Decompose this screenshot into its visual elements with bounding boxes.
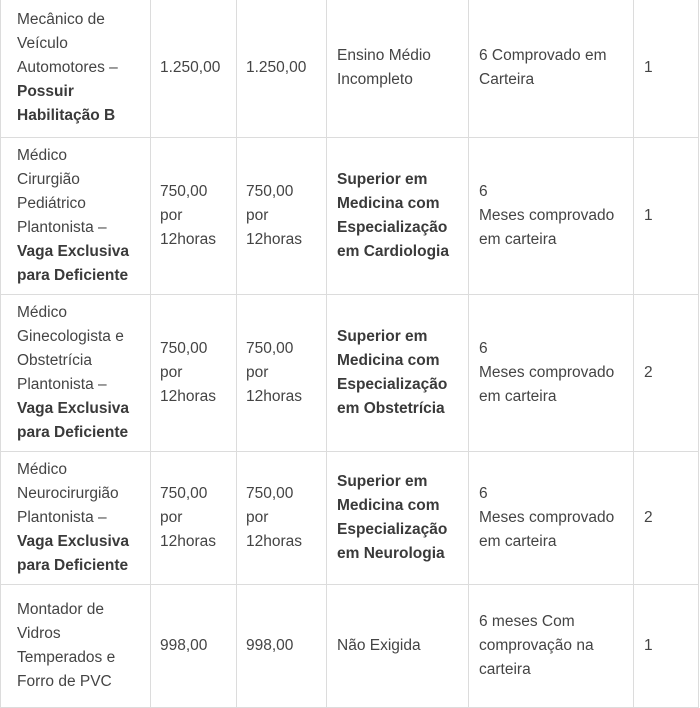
salario-cell	[151, 138, 237, 295]
valor-line: 12horas	[246, 388, 303, 405]
vagas-cell	[634, 452, 699, 585]
table-row	[1, 0, 699, 138]
escolaridade-line: em Obstetrícia	[337, 400, 445, 417]
table-row	[1, 585, 699, 708]
cargo_lines-line: Plantonista –	[17, 509, 107, 526]
salario-line: 750,00	[160, 485, 208, 502]
salario-cell	[151, 452, 237, 585]
vagas-cell	[634, 0, 699, 138]
escolaridade-cell	[327, 138, 469, 295]
escolaridade-line: Ensino Médio	[337, 47, 431, 64]
salario-cell	[151, 295, 237, 452]
salario-cell	[151, 585, 237, 708]
cargo_bold_lines-line: Vaga Exclusiva	[17, 243, 130, 260]
experiencia-line: 6 Comprovado em	[479, 47, 607, 64]
salario-cell	[151, 0, 237, 138]
salario-line: por	[160, 509, 183, 526]
escolaridade-line: em Neurologia	[337, 545, 445, 562]
escolaridade-cell	[327, 452, 469, 585]
cargo_lines-line: Forro de PVC	[17, 673, 112, 690]
salario-line: 998,00	[160, 637, 208, 654]
cargo-cell	[1, 452, 151, 585]
experiencia-line: Meses comprovado	[479, 364, 615, 381]
cargo_lines-line: Automotores –	[17, 59, 118, 76]
valor-line: 998,00	[246, 637, 294, 654]
vagas-cell	[634, 138, 699, 295]
valor-line: 1.250,00	[246, 59, 307, 76]
valor-line: 750,00	[246, 183, 294, 200]
valor-cell	[237, 138, 327, 295]
vagas-count: 2	[644, 509, 653, 526]
valor-cell	[237, 0, 327, 138]
escolaridade-cell	[327, 585, 469, 708]
cargo-cell	[1, 295, 151, 452]
salario-line: por	[160, 364, 183, 381]
cargo_lines-line: Obstetrícia	[17, 352, 92, 369]
salario-line: 12horas	[160, 388, 217, 405]
table-body	[1, 0, 699, 708]
escolaridade-line: Especialização	[337, 219, 448, 236]
experiencia-line: comprovação na	[479, 637, 594, 654]
experiencia-line: 6	[479, 340, 488, 357]
valor-cell	[237, 295, 327, 452]
cargo_lines-line: Montador de	[17, 601, 105, 618]
experiencia-line: 6	[479, 485, 488, 502]
escolaridade-line: Medicina com	[337, 497, 440, 514]
escolaridade-line: Medicina com	[337, 352, 440, 369]
cargo_bold_lines-line: Vaga Exclusiva	[17, 400, 130, 417]
cargo_lines-line: Ginecologista e	[17, 328, 124, 345]
escolaridade-line: Superior em	[337, 473, 428, 490]
experiencia-line: Meses comprovado	[479, 207, 615, 224]
cargo_lines-line: Cirurgião	[17, 171, 80, 188]
salario-line: 750,00	[160, 183, 208, 200]
experiencia-line: em carteira	[479, 231, 557, 248]
valor-line: 750,00	[246, 485, 294, 502]
vagas-count: 2	[644, 364, 653, 381]
escolaridade-line: Especialização	[337, 521, 448, 538]
experiencia-line: 6 meses Com	[479, 613, 575, 630]
experiencia-line: em carteira	[479, 533, 557, 550]
valor-line: por	[246, 509, 269, 526]
cargo_lines-line: Temperados e	[17, 649, 116, 666]
cargo_lines-line: Médico	[17, 461, 67, 478]
cargo_lines-line: Pediátrico	[17, 195, 86, 212]
cargo_bold_lines-line: Habilitação B	[17, 107, 116, 124]
cargo_lines-line: Plantonista –	[17, 376, 107, 393]
escolaridade-line: Incompleto	[337, 71, 413, 88]
cargo_bold_lines-line: para Deficiente	[17, 557, 129, 574]
cargo_lines-line: Mecânico de	[17, 11, 105, 28]
cargo-cell	[1, 138, 151, 295]
vagas-count: 1	[644, 207, 653, 224]
salario-line: 12horas	[160, 533, 217, 550]
cargo_bold_lines-line: Possuir	[17, 83, 74, 100]
cargo_lines-line: Médico	[17, 304, 67, 321]
experiencia-line: carteira	[479, 661, 531, 678]
cargo_bold_lines-line: para Deficiente	[17, 267, 129, 284]
escolaridade-line: Superior em	[337, 328, 428, 345]
cargo_lines-line: Neurocirurgião	[17, 485, 119, 502]
experiencia-cell	[469, 585, 634, 708]
cargo_lines-line: Médico	[17, 147, 67, 164]
experiencia-line: 6	[479, 183, 488, 200]
valor-line: 12horas	[246, 231, 303, 248]
vagas-count: 1	[644, 59, 653, 76]
valor-line: 750,00	[246, 340, 294, 357]
escolaridade-line: em Cardiologia	[337, 243, 449, 260]
escolaridade-line: Superior em	[337, 171, 428, 188]
experiencia-line: Meses comprovado	[479, 509, 615, 526]
escolaridade-line: Medicina com	[337, 195, 440, 212]
experiencia-cell	[469, 452, 634, 585]
cargo-cell	[1, 585, 151, 708]
experiencia-cell	[469, 295, 634, 452]
escolaridade-cell	[327, 0, 469, 138]
salario-line: 1.250,00	[160, 59, 221, 76]
cargo_bold_lines-line: Vaga Exclusiva	[17, 533, 130, 550]
valor-cell	[237, 585, 327, 708]
table-row	[1, 138, 699, 295]
vagas-cell	[634, 585, 699, 708]
experiencia-line: Carteira	[479, 71, 535, 88]
escolaridade-line: Especialização	[337, 376, 448, 393]
valor-line: por	[246, 207, 269, 224]
cargo-cell	[1, 0, 151, 138]
salario-line: por	[160, 207, 183, 224]
experiencia-line: em carteira	[479, 388, 557, 405]
cargo_lines-line: Plantonista –	[17, 219, 107, 236]
cargo_lines-line: Veículo	[17, 35, 68, 52]
salario-line: 12horas	[160, 231, 217, 248]
experiencia-cell	[469, 138, 634, 295]
table-row	[1, 452, 699, 585]
vagas-cell	[634, 295, 699, 452]
escolaridade-line: Não Exigida	[337, 637, 421, 654]
valor-line: por	[246, 364, 269, 381]
valor-line: 12horas	[246, 533, 303, 550]
escolaridade-cell	[327, 295, 469, 452]
cargo_lines-line: Vidros	[17, 625, 61, 642]
salario-line: 750,00	[160, 340, 208, 357]
experiencia-cell	[469, 0, 634, 138]
vagas-count: 1	[644, 637, 653, 654]
table-row	[1, 295, 699, 452]
valor-cell	[237, 452, 327, 585]
cargo_bold_lines-line: para Deficiente	[17, 424, 129, 441]
